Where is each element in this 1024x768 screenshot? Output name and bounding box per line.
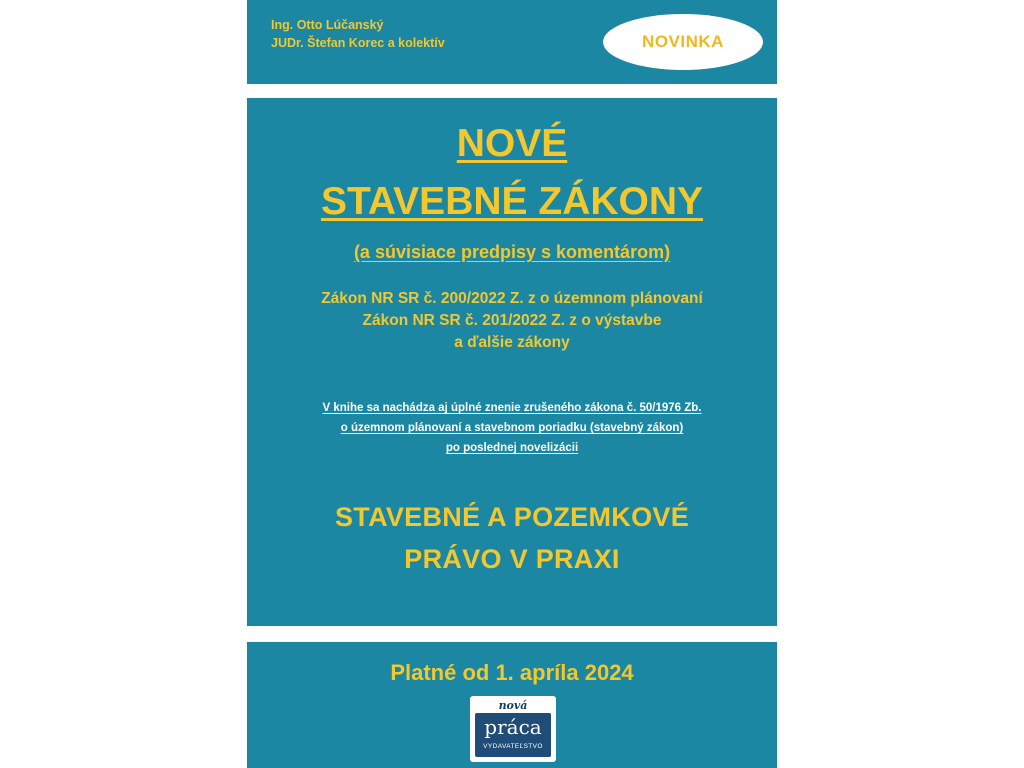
publisher-logo-name: práca — [484, 715, 542, 739]
cover-header-band — [247, 0, 777, 84]
cover-footer-band — [247, 642, 777, 768]
note-line-3: po poslednej novelizácii — [445, 442, 579, 454]
title-line-1: NOVÉ — [456, 122, 568, 165]
valid-from: Platné od 1. apríla 2024 — [390, 660, 634, 685]
authors — [271, 16, 445, 52]
author-2: JUDr. Štefan Korec a kolektív — [271, 36, 445, 50]
title-line-2: STAVEBNÉ ZÁKONY — [320, 180, 704, 223]
publisher-logo-top: nová — [498, 699, 528, 712]
note-line-2: o územnom plánovaní a stavebnom poriadku (stavebný zákon) — [340, 422, 684, 434]
subtitle: (a súvisiace predpisy s komentárom) — [353, 242, 671, 262]
book-cover — [247, 0, 777, 768]
law-line-1: Zákon NR SR č. 200/2022 Z. z o územnom plánovaní — [321, 290, 703, 307]
novinka-badge: NOVINKA — [603, 14, 763, 70]
series-line-1: STAVEBNÉ A POZEMKOVÉ — [334, 502, 690, 532]
publisher-logo — [470, 696, 556, 762]
cover-main-band — [247, 98, 777, 626]
author-1: Ing. Otto Lúčanský — [271, 18, 384, 32]
note-line-1: V knihe sa nachádza aj úplné znenie zrušeného zákona č. 50/1976 Zb. — [322, 402, 702, 414]
law-line-3: a ďalšie zákony — [454, 334, 570, 351]
publisher-logo-box — [475, 713, 551, 757]
series-line-2: PRÁVO V PRAXI — [404, 544, 620, 574]
law-line-2: Zákon NR SR č. 201/2022 Z. z o výstavbe — [362, 312, 662, 329]
publisher-logo-sub: VYDAVATEĽSTVO — [483, 743, 543, 750]
